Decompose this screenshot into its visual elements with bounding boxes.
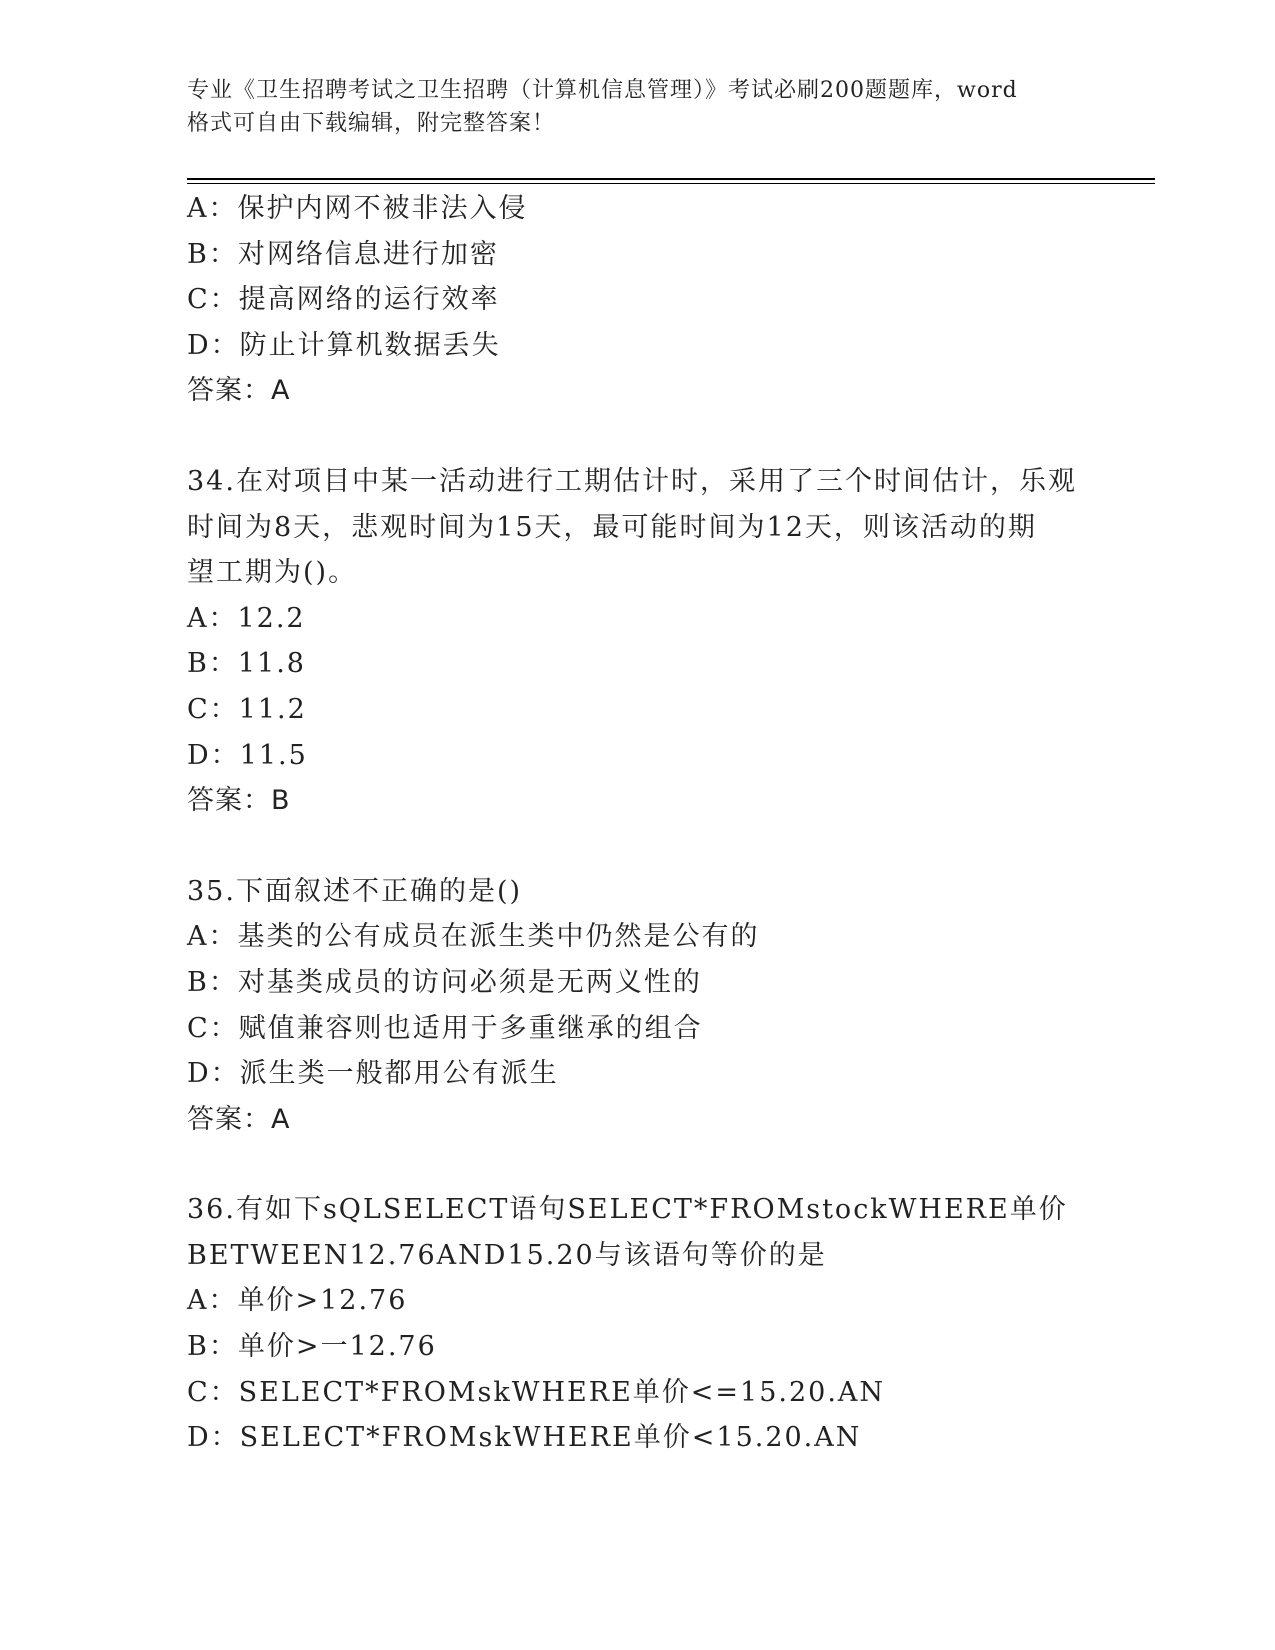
answer-line: 答案：A [187,1103,291,1135]
question-33 [187,186,1107,414]
document-header [187,74,1087,140]
option-b: B：单价>一12.76 [187,1331,437,1363]
header-line-2: 格式可自由下载编辑，附完整答案！ [187,111,556,136]
option-a: A：保护内网不被非法入侵 [187,193,528,224]
option-c: C：赋值兼容则也适用于多重继承的组合 [187,1012,703,1044]
answer-line: 答案：A [187,375,291,407]
spacer [187,414,1107,459]
header-rule-thick [187,178,1155,180]
option-b: B：对网络信息进行加密 [187,238,499,270]
spacer [187,1142,1107,1187]
spacer [187,824,1107,869]
option-d: D：防止计算机数据丢失 [187,329,501,361]
option-c: C：提高网络的运行效率 [187,284,500,316]
option-c: C：11.2 [187,693,307,725]
question-text-line: BETWEEN12.76AND15.20与该语句等价的是 [187,1239,827,1271]
question-text-line: 36.有如下sQLSELECT语句SELECT*FROMstockWHERE单价 [187,1194,1068,1226]
option-a: A：单价>12.76 [187,1285,408,1317]
question-text-line: 时间为8天，悲观时间为15天，最可能时间为12天，则该活动的期 [187,511,1037,543]
header-line-1: 专业《卫生招聘考试之卫生招聘（计算机信息管理）》考试必刷200题题库，word [187,78,1018,103]
question-text-line: 34.在对项目中某一活动进行工期估计时，采用了三个时间估计，乐观 [187,465,1077,497]
option-a: A：基类的公有成员在派生类中仍然是公有的 [187,921,760,953]
answer-line: 答案：B [187,785,291,817]
question-content [187,186,1107,1461]
question-36 [187,1187,1107,1461]
option-d: D：SELECT*FROMskWHERE单价<15.20.AN [187,1422,862,1454]
option-a: A：12.2 [187,602,306,634]
option-d: D：派生类一般都用公有派生 [187,1058,559,1090]
question-text-line: 望工期为()。 [187,557,358,589]
question-text-line: 35.下面叙述不正确的是() [187,875,523,907]
question-35 [187,869,1107,1143]
question-34 [187,459,1107,824]
option-b: B：对基类成员的访问必须是无两义性的 [187,966,702,998]
option-c: C：SELECT*FROMskWHERE单价<=15.20.AN [187,1376,886,1408]
header-rule-thin [187,183,1155,184]
option-d: D：11.5 [187,739,308,771]
option-b: B：11.8 [187,648,306,680]
